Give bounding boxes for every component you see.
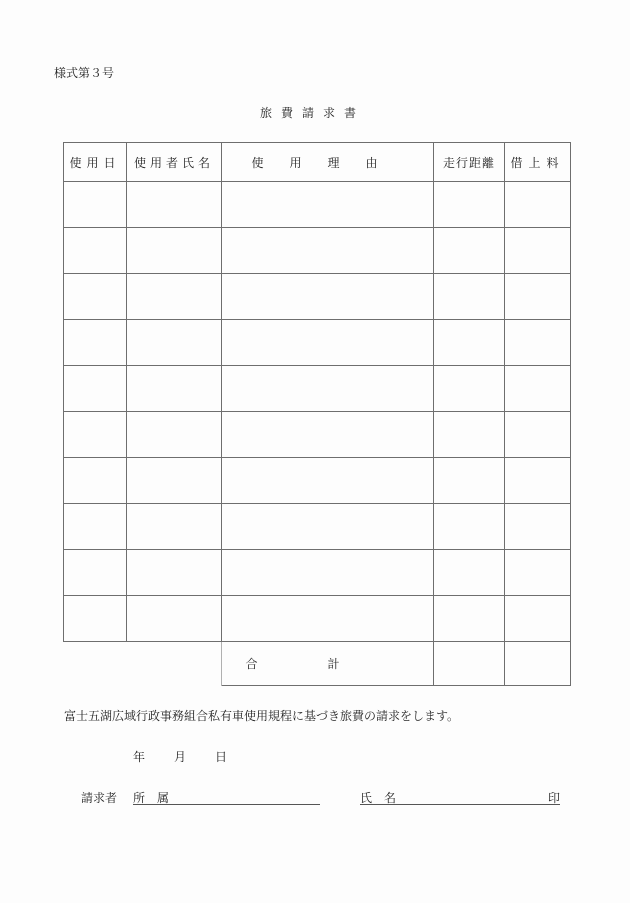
- cell-reason[interactable]: [222, 458, 434, 504]
- total-row-spacer: [64, 642, 222, 686]
- table-row: [64, 320, 571, 366]
- cell-fee[interactable]: [505, 458, 571, 504]
- table-row: [64, 274, 571, 320]
- cell-name[interactable]: [127, 412, 222, 458]
- cell-fee[interactable]: [505, 596, 571, 642]
- expense-table: [63, 142, 571, 686]
- cell-date[interactable]: [64, 274, 127, 320]
- requester-label: 請求者: [81, 791, 118, 805]
- cell-name[interactable]: [127, 458, 222, 504]
- cell-name[interactable]: [127, 182, 222, 228]
- cell-fee[interactable]: [505, 320, 571, 366]
- cell-date[interactable]: [64, 228, 127, 274]
- cell-distance[interactable]: [434, 504, 505, 550]
- cell-date[interactable]: [64, 412, 127, 458]
- header-rental-fee: 借上料: [505, 143, 571, 182]
- name-field[interactable]: [360, 789, 560, 805]
- cell-distance[interactable]: [434, 182, 505, 228]
- header-usage-reason: 使用理由: [222, 143, 434, 182]
- table-header-row: [64, 143, 571, 182]
- cell-distance[interactable]: [434, 366, 505, 412]
- table-row: [64, 366, 571, 412]
- cell-name[interactable]: [127, 320, 222, 366]
- year-label: 年: [133, 750, 146, 764]
- table-row: [64, 182, 571, 228]
- cell-reason[interactable]: [222, 320, 434, 366]
- cell-reason[interactable]: [222, 596, 434, 642]
- cell-fee[interactable]: [505, 550, 571, 596]
- cell-reason[interactable]: [222, 412, 434, 458]
- cell-fee[interactable]: [505, 182, 571, 228]
- cell-distance[interactable]: [434, 274, 505, 320]
- table-row: [64, 596, 571, 642]
- cell-name[interactable]: [127, 228, 222, 274]
- cell-name[interactable]: [127, 366, 222, 412]
- table-row: [64, 550, 571, 596]
- total-label: 合計: [222, 642, 434, 686]
- cell-date[interactable]: [64, 366, 127, 412]
- header-distance: 走行距離: [434, 143, 505, 182]
- cell-date[interactable]: [64, 320, 127, 366]
- cell-date[interactable]: [64, 596, 127, 642]
- name-label: 氏 名: [360, 791, 397, 805]
- cell-distance[interactable]: [434, 596, 505, 642]
- affiliation-label: 所 属: [133, 791, 170, 805]
- cell-distance[interactable]: [434, 412, 505, 458]
- cell-distance[interactable]: [434, 228, 505, 274]
- table-row: [64, 504, 571, 550]
- cell-fee[interactable]: [505, 274, 571, 320]
- cell-name[interactable]: [127, 550, 222, 596]
- header-user-name: 使用者氏名: [127, 143, 222, 182]
- cell-date[interactable]: [64, 550, 127, 596]
- seal-label: 印: [547, 791, 560, 805]
- cell-reason[interactable]: [222, 228, 434, 274]
- table-row: [64, 228, 571, 274]
- cell-name[interactable]: [127, 504, 222, 550]
- cell-reason[interactable]: [222, 274, 434, 320]
- cell-reason[interactable]: [222, 366, 434, 412]
- cell-fee[interactable]: [505, 504, 571, 550]
- cell-distance[interactable]: [434, 458, 505, 504]
- total-distance[interactable]: [434, 642, 505, 686]
- cell-fee[interactable]: [505, 366, 571, 412]
- document-title: 旅費請求書: [260, 106, 366, 120]
- form-number: 様式第３号: [54, 66, 115, 80]
- cell-date[interactable]: [64, 182, 127, 228]
- cell-name[interactable]: [127, 274, 222, 320]
- total-row: [64, 642, 571, 686]
- day-label: 日: [215, 750, 228, 764]
- cell-fee[interactable]: [505, 412, 571, 458]
- cell-distance[interactable]: [434, 550, 505, 596]
- cell-reason[interactable]: [222, 550, 434, 596]
- cell-distance[interactable]: [434, 320, 505, 366]
- month-label: 月: [174, 750, 187, 764]
- cell-reason[interactable]: [222, 504, 434, 550]
- cell-name[interactable]: [127, 596, 222, 642]
- cell-date[interactable]: [64, 458, 127, 504]
- table-row: [64, 412, 571, 458]
- header-usage-date: 使用日: [64, 143, 127, 182]
- cell-reason[interactable]: [222, 182, 434, 228]
- request-statement: 富士五湖広域行政事務組合私有車使用規程に基づき旅費の請求をします。: [64, 709, 460, 723]
- table-row: [64, 458, 571, 504]
- cell-fee[interactable]: [505, 228, 571, 274]
- cell-date[interactable]: [64, 504, 127, 550]
- total-fee[interactable]: [505, 642, 571, 686]
- affiliation-field[interactable]: [133, 789, 320, 805]
